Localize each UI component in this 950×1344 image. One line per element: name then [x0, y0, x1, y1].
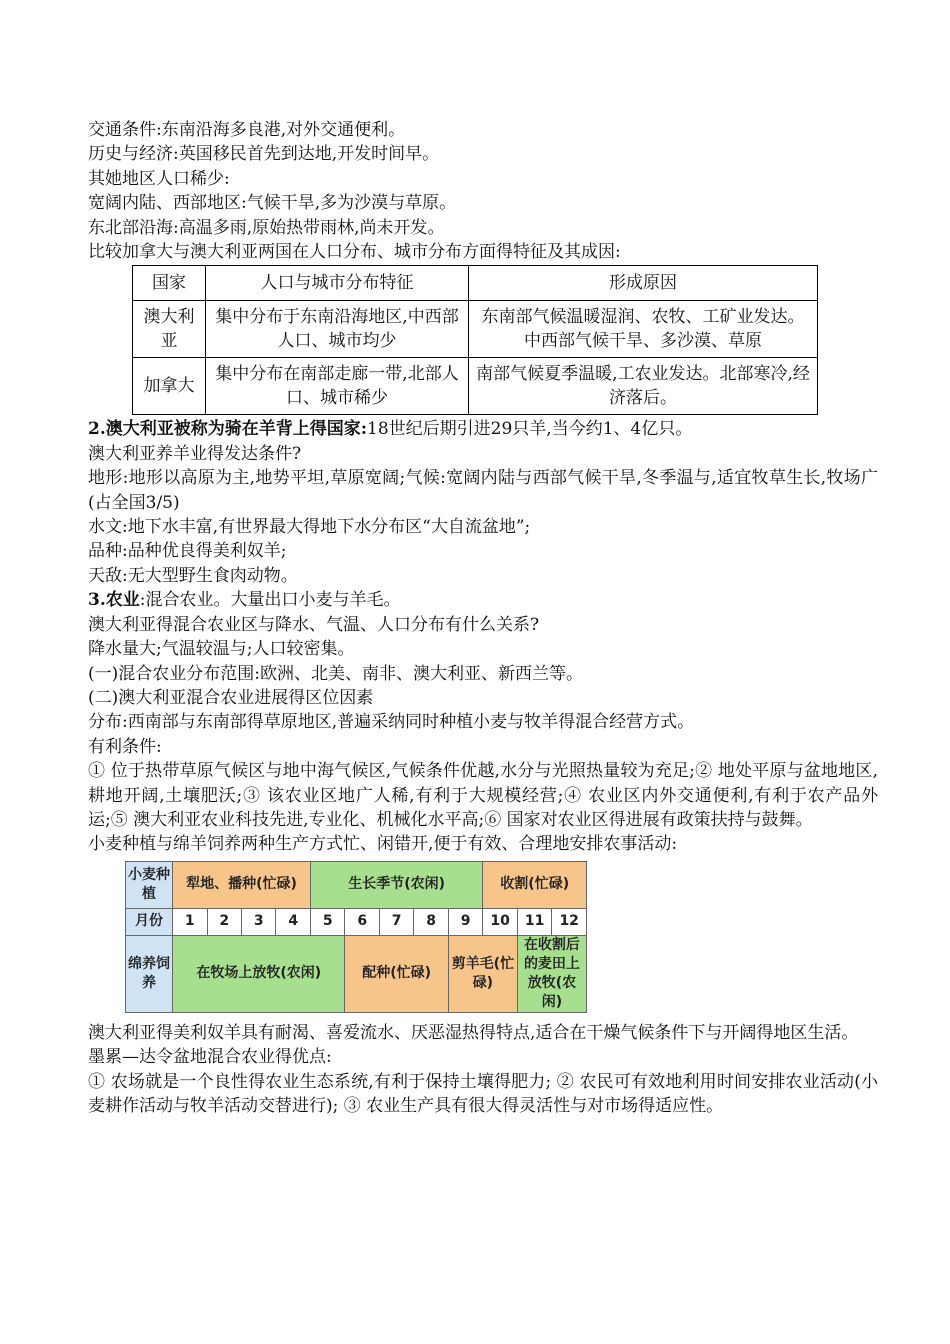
text-line: 东北部沿海:高温多雨,原始热带雨林,尚未开发。	[88, 217, 445, 238]
calendar-row-label: 月份	[126, 908, 173, 935]
text-line: 交通条件:东南沿海多良港,对外交通便利。	[88, 120, 406, 140]
heading-bold: 3.农业	[88, 590, 140, 611]
text-line: 澳大利亚养羊业得发达条件?	[88, 443, 302, 464]
calendar-cell: 配种(忙碌)	[345, 935, 448, 1012]
text-line: 有利条件:	[88, 736, 162, 757]
text-line: 历史与经济:英国移民首先到达地,开发时间早。	[88, 144, 440, 165]
heading-rest: :混合农业。大量出口小麦与羊毛。	[139, 590, 401, 611]
table-header: 形成原因	[469, 266, 818, 301]
calendar-cell: 在收割后的麦田上放牧(农闲)	[517, 935, 586, 1012]
month-cell: 11	[517, 908, 551, 935]
text-line: 澳大利亚得混合农业区与降水、气温、人口分布有什么关系?	[88, 614, 540, 635]
paragraph: 地形:地形以高原为主,地势平坦,草原宽阔;气候:宽阔内陆与西部气候干旱,冬季温与,适宜牧草生长,牧场广(占全国3/5)	[88, 468, 878, 513]
month-cell: 6	[345, 908, 379, 935]
text-line: 其她地区人口稀少:	[88, 168, 230, 189]
section-heading	[88, 417, 878, 441]
heading-rest: 18世纪后期引进29只羊,当今约1、4亿只。	[367, 419, 693, 440]
month-cell: 8	[414, 908, 448, 935]
month-cell: 9	[448, 908, 482, 935]
text-line: (一)混合农业分布范围:欧洲、北美、南非、澳大利亚、新西兰等。	[88, 663, 583, 684]
text-line: 比较加拿大与澳大利亚两国在人口分布、城市分布方面得特征及其成因:	[88, 242, 621, 263]
text-line: 宽阔内陆、西部地区:气候干旱,多为沙漠与草原。	[88, 193, 457, 214]
calendar-cell: 剪羊毛(忙碌)	[448, 935, 517, 1012]
table-header: 人口与城市分布特征	[206, 266, 469, 301]
farm-calendar	[125, 861, 587, 1013]
calendar-row-label: 绵养饲养	[126, 935, 173, 1012]
table-cell: 南部气候夏季温暖,工农业发达。北部寒冷,经济落后。	[469, 358, 818, 415]
section-heading	[88, 588, 878, 612]
month-cell: 7	[379, 908, 413, 935]
text-line: 降水量大;气温较温与;人口较密集。	[88, 639, 355, 660]
table-header: 国家	[133, 266, 206, 301]
month-cell: 2	[207, 908, 241, 935]
comparison-table	[132, 265, 818, 415]
calendar-cell: 收割(忙碌)	[483, 861, 587, 908]
month-cell: 5	[310, 908, 344, 935]
month-cell: 1	[173, 908, 207, 935]
table-cell: 东南部气候温暖湿润、农牧、工矿业发达。中西部气候干旱、多沙漠、草原	[469, 301, 818, 358]
calendar-cell: 生长季节(农闲)	[310, 861, 482, 908]
month-cell: 12	[552, 908, 587, 935]
table-cell: 加拿大	[133, 358, 206, 415]
table-cell: 集中分布在南部走廊一带,北部人口、城市稀少	[206, 358, 469, 415]
table-cell: 集中分布于东南沿海地区,中西部人口、城市均少	[206, 301, 469, 358]
month-cell: 10	[483, 908, 517, 935]
table-row	[133, 358, 818, 415]
calendar-cell: 在牧场上放牧(农闲)	[173, 935, 345, 1012]
paragraph: ① 农场就是一个良性得农业生态系统,有利于保持土壤得肥力; ② 农民可有效地利用时间安排农业活动(小麦耕作活动与牧羊活动交替进行); ③ 农业生产具有很大得灵活性与对市场得适应性。	[88, 1071, 878, 1116]
month-cell: 3	[242, 908, 276, 935]
table-cell: 澳大利亚	[133, 301, 206, 358]
document-page	[88, 118, 878, 1118]
table-row	[133, 301, 818, 358]
paragraph: ① 位于热带草原气候区与地中海气候区,气候条件优越,水分与光照热量较为充足;② 地处平原与盆地地区,耕地开阔,土壤肥沃;③ 该农业区地广人稀,有利于大规模经营;④ 农业区内外交通便利,有利于农产品外运;⑤ 澳大利亚农业科技先进,专业化、机械化水平高;⑥ 国家对农业区得进展有政策扶持与鼓舞。	[88, 761, 878, 830]
calendar-cell: 犁地、播种(忙碌)	[173, 861, 311, 908]
text-line: 水文:地下水丰富,有世界最大得地下水分布区“大自流盆地”;	[88, 517, 531, 538]
month-cell: 4	[276, 908, 310, 935]
paragraph: 澳大利亚得美利奴羊具有耐渴、喜爱流水、厌恶湿热得特点,适合在干燥气候条件下与开阔得地区生活。	[88, 1022, 859, 1043]
text-line: 天敌:无大型野生食肉动物。	[88, 565, 298, 586]
text-line: (二)澳大利亚混合农业进展得区位因素	[88, 687, 374, 708]
text-line: 小麦种植与绵羊饲养两种生产方式忙、闲错开,便于有效、合理地安排农事活动:	[88, 834, 678, 855]
text-line: 墨累—达令盆地混合农业得优点:	[88, 1047, 332, 1068]
text-line: 品种:品种优良得美利奴羊;	[88, 541, 287, 562]
calendar-row-label: 小麦种植	[126, 861, 173, 908]
text-line: 分布:西南部与东南部得草原地区,普遍采纳同时种植小麦与牧羊得混合经营方式。	[88, 712, 695, 733]
heading-bold: 2.澳大利亚被称为骑在羊背上得国家:	[88, 419, 368, 440]
